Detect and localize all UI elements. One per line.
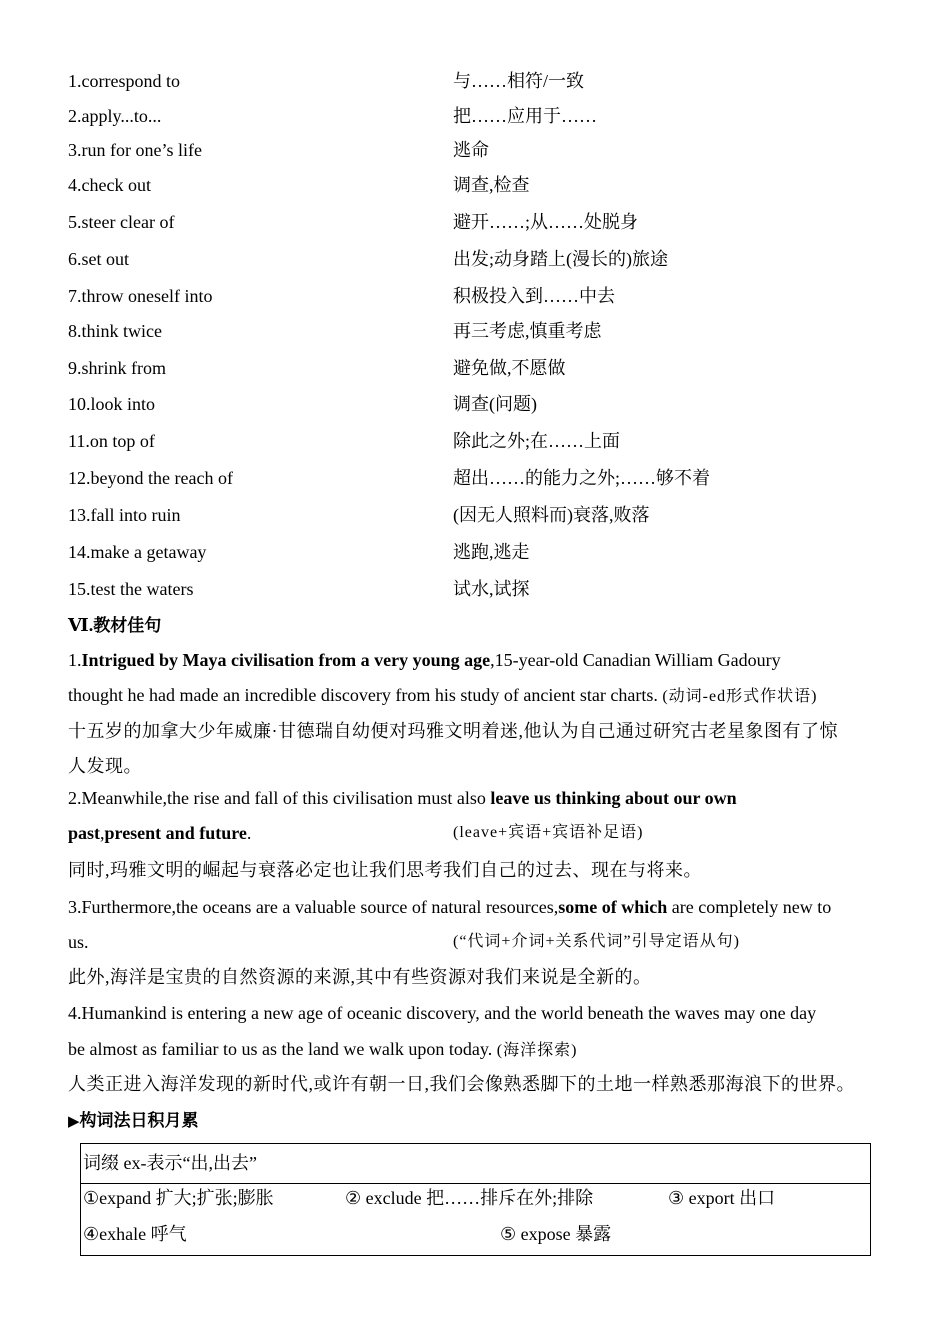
- affix-word: ④exhale 呼气: [83, 1224, 187, 1244]
- sentence-3-line-1: [68, 894, 888, 920]
- sentence-text: 2.Meanwhile,the rise and fall of this civilisation must also: [68, 788, 491, 808]
- phrase-row: [68, 246, 888, 272]
- sentence-1-line-1: [68, 647, 888, 673]
- sentence-2-line-1: [68, 785, 888, 811]
- sentence-4-line-2: [68, 1036, 888, 1064]
- affix-description: 词缀 ex-表示“出,出去”: [83, 1153, 257, 1173]
- sentence-text: thought he had made an incredible discovery from his study of ancient star charts.: [68, 685, 658, 705]
- phrase-english: 4.check out: [68, 175, 151, 195]
- phrase-row: [68, 502, 888, 528]
- phrase-chinese: 与……相符/一致: [453, 71, 585, 91]
- grammar-note: (动词-ed形式作状语): [662, 688, 818, 705]
- phrase-english: 10.look into: [68, 394, 156, 414]
- phrase-chinese: 超出……的能力之外;……够不着: [453, 468, 710, 488]
- phrase-chinese: 把……应用于……: [453, 106, 597, 126]
- phrase-chinese: 再三考虑,慎重考虑: [453, 321, 602, 341]
- phrase-row: [68, 539, 888, 565]
- phrase-english: 7.throw oneself into: [68, 286, 213, 306]
- key-phrase: past: [68, 823, 101, 843]
- sentence-2-line-2: [68, 820, 888, 846]
- affix-word: ③ export 出口: [668, 1188, 776, 1208]
- sentence-1-line-2: [68, 682, 888, 710]
- affix-table: [80, 1143, 871, 1256]
- sentence-1-translation-cont: [68, 753, 888, 779]
- word-building-heading: [68, 1107, 199, 1134]
- section-heading: [68, 612, 161, 639]
- sentence-4-line-1: [68, 1000, 888, 1026]
- word-building-title: 构词法日积月累: [79, 1111, 199, 1131]
- sentence-text: us.: [68, 932, 89, 952]
- sentence-text: are completely new to: [667, 897, 832, 917]
- phrase-row: [68, 318, 888, 344]
- phrase-row: [68, 465, 888, 491]
- phrase-english: 2.apply...to...: [68, 106, 162, 126]
- affix-word: ①expand 扩大;扩张;膨胀: [83, 1188, 274, 1208]
- sentence-text: be almost as familiar to us as the land we walk upon today.: [68, 1039, 493, 1059]
- section-numeral: Ⅵ.: [68, 615, 94, 635]
- phrase-english: 13.fall into ruin: [68, 505, 181, 525]
- phrase-row: [68, 172, 888, 198]
- phrase-row: [68, 428, 888, 454]
- sentence-2-translation: [68, 857, 888, 883]
- translation-text: 人类正进入海洋发现的新时代,或许有朝一日,我们会像熟悉脚下的土地一样熟悉那海浪下的世界。: [68, 1074, 855, 1094]
- phrase-english: 5.steer clear of: [68, 212, 175, 232]
- sentence-1-translation: [68, 718, 888, 744]
- phrase-row: [68, 283, 888, 309]
- grammar-note: (“代词+介词+关系代词”引导定语从句): [453, 933, 740, 950]
- affix-word: ② exclude 把……排斥在外;排除: [345, 1188, 594, 1208]
- key-phrase: present and future: [104, 823, 247, 843]
- sentence-text: ,15-year-old Canadian William Gadoury: [490, 650, 781, 670]
- sentence-3-line-2: [68, 929, 888, 955]
- sentence-text: 4.Humankind is entering a new age of oceanic discovery, and the world beneath the waves may one day: [68, 1003, 817, 1023]
- phrase-chinese: 积极投入到……中去: [453, 286, 615, 306]
- phrase-row: [68, 355, 888, 381]
- translation-text: 十五岁的加拿大少年威廉·甘德瑞自幼便对玛雅文明着迷,他认为自己通过研究古老星象图有了惊: [68, 721, 838, 741]
- phrase-english: 14.make a getaway: [68, 542, 207, 562]
- grammar-note: (海洋探索): [496, 1042, 578, 1059]
- phrase-chinese: 避开……;从……处脱身: [453, 212, 639, 232]
- phrase-english: 12.beyond the reach of: [68, 468, 233, 488]
- sentence-text: 3.Furthermore,the oceans are a valuable source of natural resources,: [68, 897, 559, 917]
- phrase-english: 15.test the waters: [68, 579, 194, 599]
- phrase-english: 8.think twice: [68, 321, 162, 341]
- phrase-chinese: (因无人照料而)衰落,败落: [453, 505, 650, 525]
- phrase-chinese: 调查(问题): [453, 394, 537, 414]
- phrase-row: [68, 137, 888, 163]
- phrase-chinese: 逃跑,逃走: [453, 542, 530, 562]
- phrase-english: 3.run for one’s life: [68, 140, 202, 160]
- sentence-number: 1.: [68, 650, 82, 670]
- phrase-chinese: 试水,试探: [453, 579, 530, 599]
- phrase-chinese: 出发;动身踏上(漫长的)旅途: [453, 249, 668, 269]
- translation-text: 人发现。: [68, 756, 142, 776]
- phrase-english: 6.set out: [68, 249, 129, 269]
- translation-text: 此外,海洋是宝贵的自然资源的来源,其中有些资源对我们来说是全新的。: [68, 967, 652, 987]
- key-phrase: Intrigued by Maya civilisation from a very young age: [81, 650, 491, 670]
- phrase-row: [68, 391, 888, 417]
- key-phrase: leave us thinking about our own: [490, 788, 737, 808]
- phrase-row: [68, 103, 888, 129]
- phrase-english: 11.on top of: [68, 431, 155, 451]
- phrase-chinese: 除此之外;在……上面: [453, 431, 621, 451]
- translation-text: 同时,玛雅文明的崛起与衰落必定也让我们思考我们自己的过去、现在与将来。: [68, 860, 702, 880]
- punctuation: ,: [100, 823, 105, 843]
- phrase-row: [68, 576, 888, 602]
- phrase-chinese: 逃命: [453, 140, 489, 160]
- section-title: 教材佳句: [93, 616, 162, 636]
- phrase-row: [68, 68, 888, 94]
- sentence-3-translation: [68, 964, 888, 990]
- phrase-english: 9.shrink from: [68, 358, 166, 378]
- affix-table-header: [81, 1144, 870, 1184]
- sentence-4-translation: [68, 1071, 888, 1097]
- triangle-marker-icon: ▶: [68, 1112, 80, 1130]
- key-phrase: some of which: [558, 897, 668, 917]
- phrase-english: 1.correspond to: [68, 71, 180, 91]
- affix-word: ⑤ expose 暴露: [500, 1224, 612, 1244]
- phrase-chinese: 避免做,不愿做: [453, 358, 566, 378]
- phrase-chinese: 调查,检查: [453, 175, 530, 195]
- grammar-note: (leave+宾语+宾语补足语): [453, 824, 644, 841]
- phrase-row: [68, 209, 888, 235]
- punctuation: .: [246, 823, 252, 843]
